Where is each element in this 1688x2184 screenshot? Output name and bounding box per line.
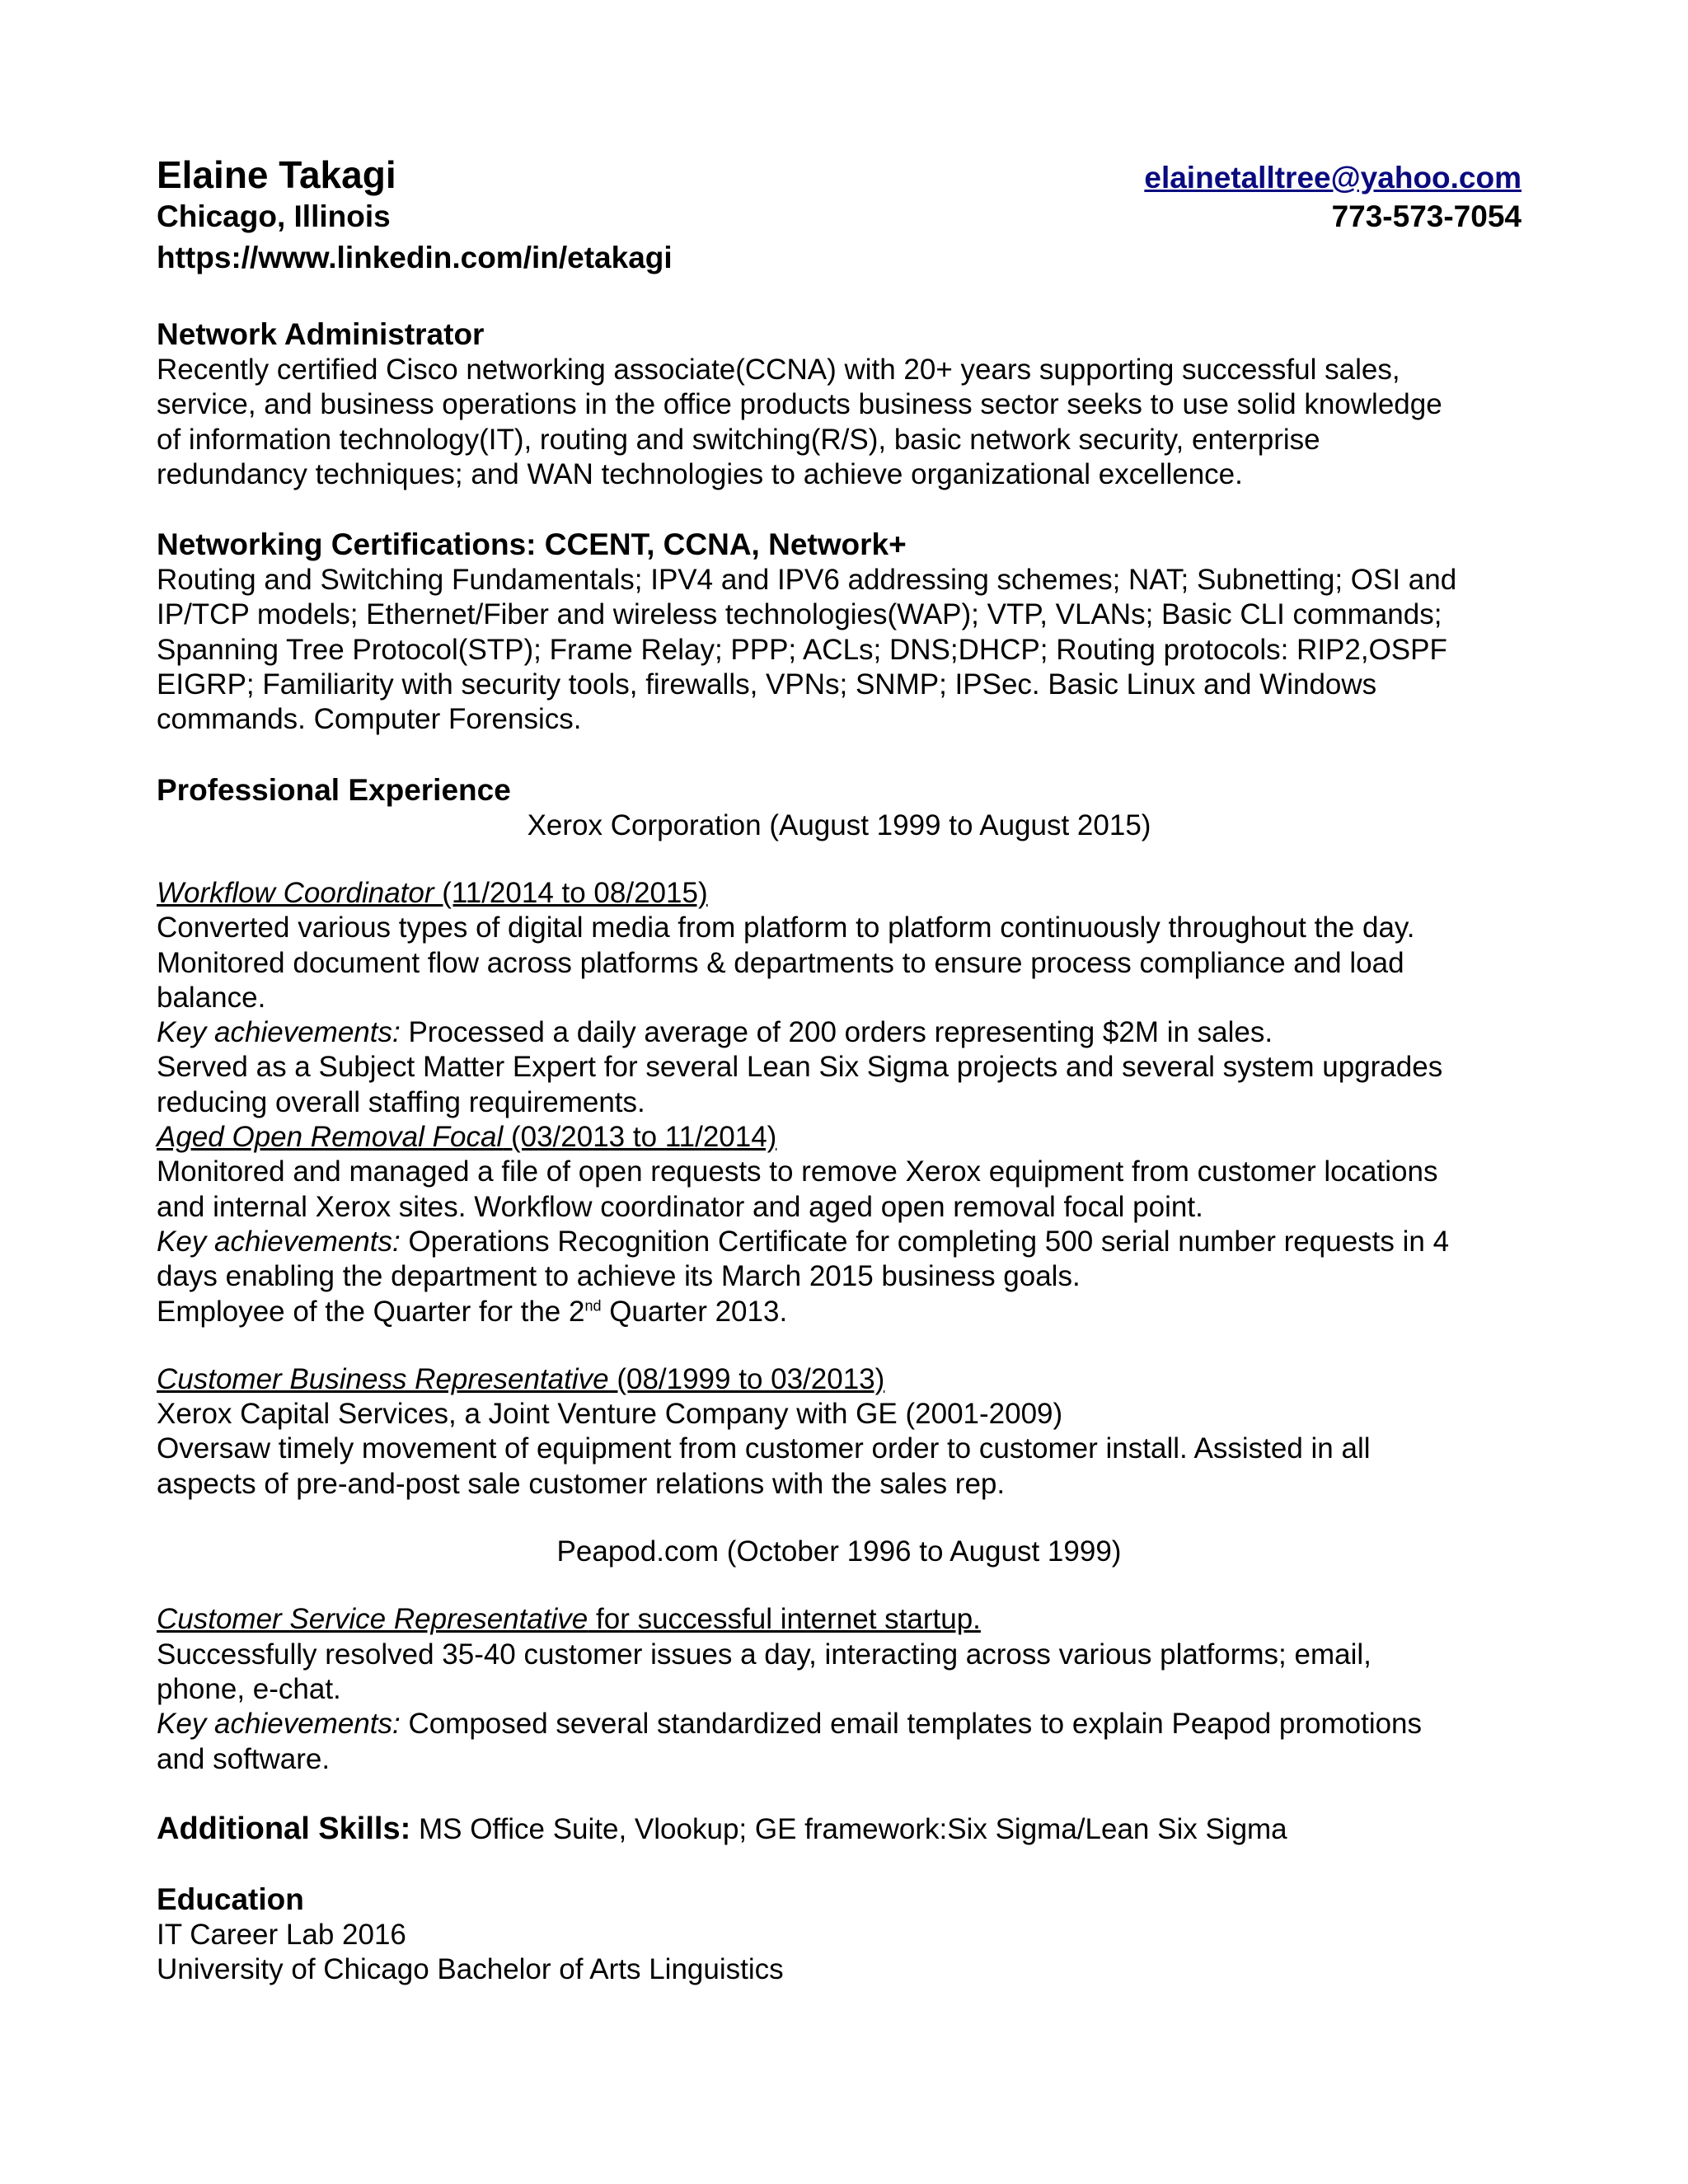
text-line: Xerox Capital Services, a Joint Venture Company with GE (2001-2009) [157,1398,1063,1431]
text-line: phone, e-chat. [157,1672,341,1705]
text-line: IP/TCP models; Ethernet/Fiber and wireless technologies(WAP); VTP, VLANs; Basic CLI commands; [157,598,1442,631]
location: Chicago, Illinois [157,199,391,233]
text-line: balance. [157,981,266,1014]
text-line: Spanning Tree Protocol(STP); Frame Relay; PPP; ACLs; DNS;DHCP; Routing protocols: RIP2,OSPF [157,633,1447,666]
award-pre: Employee of the Quarter for the 2 [157,1295,585,1328]
education-text [157,1918,1522,1988]
candidate-name: Elaine Takagi [157,153,396,196]
job-dates: (11/2014 to 08/2015) [434,876,708,909]
award-line [157,1295,1522,1329]
text-line: EIGRP; Familiarity with security tools, firewalls, VPNs; SNMP; IPSec. Basic Linux and Windows [157,668,1377,701]
linkedin-url: https://www.linkedin.com/in/etakagi [157,241,673,274]
text-line: reducing overall staffing requirements. [157,1085,645,1118]
text-line: and software. [157,1742,331,1775]
objective-title: Network Administrator [157,317,485,351]
peapod-company: Peapod.com (October 1996 to August 1999) [556,1535,1122,1568]
job-role: Workflow Coordinator [157,876,434,909]
text-line: Monitored and managed a file of open requests to remove Xerox equipment from customer locations [157,1155,1438,1188]
job-title-line [157,1120,1522,1155]
key-text: Operations Recognition Certificate for completing 500 serial number requests in 4 [400,1225,1450,1258]
additional-skills [157,1811,1522,1847]
text-line: University of Chicago Bachelor of Arts Linguistics [157,1953,784,1986]
text-line: and internal Xerox sites. Workflow coordinator and aged open removal focal point. [157,1190,1203,1223]
objective-text [157,353,1522,492]
text-line: Monitored document flow across platforms & departments to ensure process compliance and load [157,946,1404,979]
job-dates: (08/1999 to 03/2013) [608,1362,885,1395]
text-line: IT Career Lab 2016 [157,1919,406,1952]
text-line: Served as a Subject Matter Expert for several Lean Six Sigma projects and several system upgrades [157,1051,1443,1084]
skills-title: Additional Skills: [157,1811,411,1846]
certifications-title: Networking Certifications: CCENT, CCNA, Network+ [157,527,907,562]
key-achievements [157,1225,1522,1259]
key-achievements [157,1015,1522,1050]
award-sup: nd [584,1296,602,1314]
job-role: Customer Service Representative [157,1603,588,1636]
experience-title: Professional Experience [157,772,511,807]
job-aged-open-removal [157,1120,1522,1329]
email-link[interactable]: elainetalltree@yahoo.com [1144,161,1522,194]
award-post: Quarter 2013. [601,1295,788,1328]
text-line: aspects of pre-and-post sale customer relations with the sales rep. [157,1467,1006,1500]
text-line: Converted various types of digital media from platform to platform continuously throughout the day. [157,912,1415,944]
text-line: redundancy techniques; and WAN technologies to achieve organizational excellence. [157,457,1243,490]
job-dates: (03/2013 to 11/2014) [503,1121,777,1154]
job-customer-business-rep [157,1362,1522,1502]
phone: 773-573-7054 [1331,199,1522,233]
key-label: Key achievements: [157,1225,401,1258]
education-title: Education [157,1882,304,1917]
key-label: Key achievements: [157,1016,401,1049]
text-line: service, and business operations in the office products business sector seeks to use solid knowledge [157,388,1442,421]
text-line: Oversaw timely movement of equipment from customer order to customer install. Assisted in all [157,1432,1371,1465]
header-row-1 [157,153,1522,196]
job-role: Customer Business Representative [157,1362,609,1395]
job-role-rest: for successful internet startup. [588,1603,981,1636]
skills-text: MS Office Suite, Vlookup; GE framework:Six Sigma/Lean Six Sigma [410,1812,1287,1845]
job-title-line [157,1362,1522,1397]
key-text: Composed several standardized email templates to explain Peapod promotions [400,1708,1423,1741]
key-label: Key achievements: [157,1708,401,1741]
certifications-text [157,563,1522,737]
text-line: of information technology(IT), routing and switching(R/S), basic network security, enterprise [157,423,1320,456]
text-line: Routing and Switching Fundamentals; IPV4 and IPV6 addressing schemes; NAT; Subnetting; OSI and [157,564,1457,597]
header-row-2 [157,196,1522,237]
text-line: commands. Computer Forensics. [157,703,582,736]
resume-page [157,153,1522,1988]
job-customer-service-rep [157,1602,1522,1776]
job-workflow-coordinator [157,876,1522,1120]
xerox-company: Xerox Corporation (August 1999 to August 2015) [527,808,1151,841]
job-title-line [157,1602,1522,1637]
text-line: Recently certified Cisco networking associate(CCNA) with 20+ years supporting successful sales, [157,354,1400,386]
job-title-line [157,876,1522,911]
key-achievements [157,1707,1522,1741]
text-line: Successfully resolved 35-40 customer issues a day, interacting across various platforms; email, [157,1638,1372,1671]
key-text: Processed a daily average of 200 orders representing $2M in sales. [400,1016,1273,1049]
text-line: days enabling the department to achieve its March 2015 business goals. [157,1260,1081,1293]
job-role: Aged Open Removal Focal [157,1121,504,1154]
